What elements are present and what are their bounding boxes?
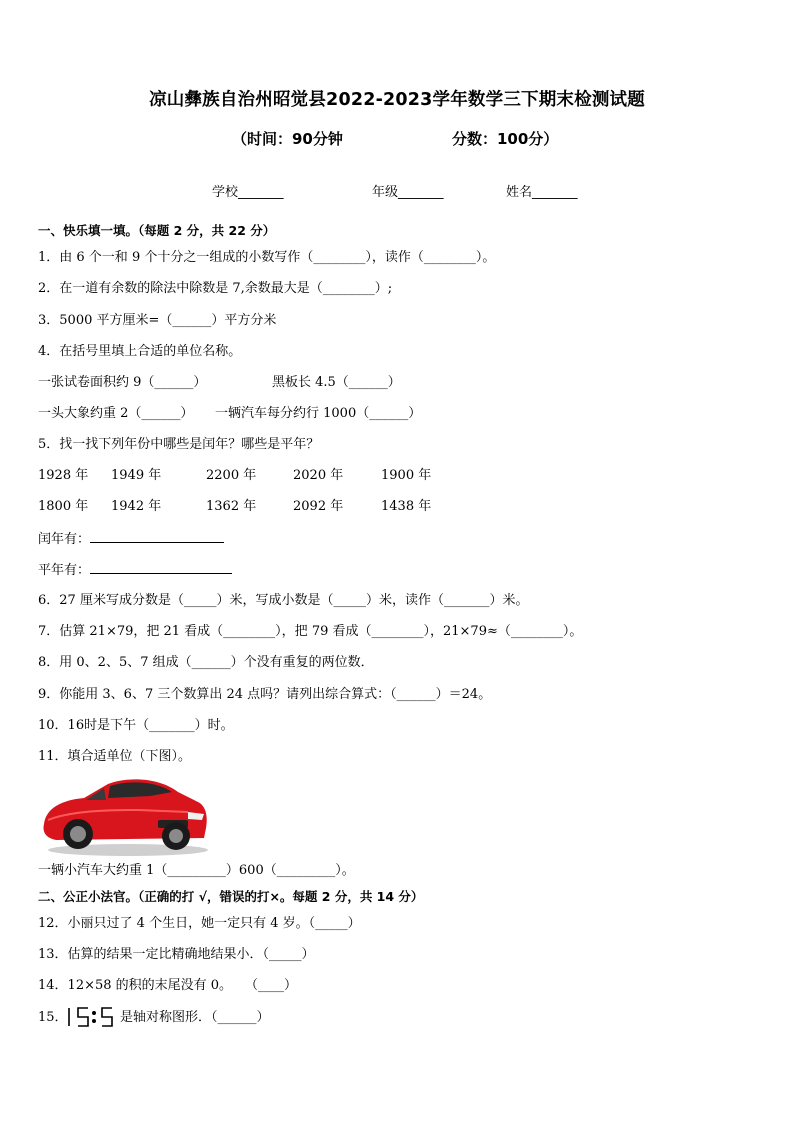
question-4: 4．在括号里填上合适的单位名称。 bbox=[38, 344, 242, 359]
question-1: 1．由 6 个一和 9 个十分之一组成的小数写作（________），读作（________）。 bbox=[38, 250, 496, 265]
school-field: 学校_______ bbox=[212, 185, 284, 200]
year-item: 1949 年 bbox=[111, 468, 162, 483]
time-label: （时间：90分钟 bbox=[232, 130, 343, 148]
section-2-heading: 二、公正小法官。（正确的打 √，错误的打×。每题 2 分，共 14 分） bbox=[38, 889, 424, 904]
leap-year-label: 闰年有： bbox=[38, 532, 91, 547]
question-15-suffix: 是轴对称图形．（______） bbox=[120, 1010, 270, 1025]
common-year-blank[interactable] bbox=[90, 561, 232, 574]
year-item: 1438 年 bbox=[381, 499, 432, 514]
leap-year-answer bbox=[38, 530, 224, 549]
question-7: 7．估算 21×79，把 21 看成（________），把 79 看成（________），21×79≈（________）。 bbox=[38, 624, 583, 639]
question-5: 5．找一找下列年份中哪些是闰年？哪些是平年？ bbox=[38, 437, 320, 452]
year-item: 1800 年 bbox=[38, 499, 89, 514]
year-item: 1942 年 bbox=[111, 499, 162, 514]
grade-field: 年级_______ bbox=[372, 185, 444, 200]
page-title: 凉山彝族自治州昭觉县2022-2023学年数学三下期末检测试题 bbox=[149, 90, 645, 110]
name-field: 姓名_______ bbox=[506, 185, 578, 200]
score-label: 分数：100分） bbox=[452, 130, 559, 148]
question-8: 8．用 0、2、5、7 组成（______）个没有重复的两位数． bbox=[38, 655, 374, 670]
question-14: 14．12×58 的积的末尾没有 0。 （____） bbox=[38, 978, 298, 993]
question-4d: 一辆汽车每分约行 1000（______） bbox=[215, 406, 422, 421]
question-10: 10．16时是下午（_______）时。 bbox=[38, 718, 234, 733]
red-car-image bbox=[38, 772, 210, 858]
year-item: 2200 年 bbox=[206, 468, 257, 483]
segment-digits-image bbox=[66, 1006, 122, 1028]
question-4b: 黑板长 4.5（______） bbox=[272, 375, 401, 390]
common-year-label: 平年有： bbox=[38, 563, 91, 578]
question-6: 6．27 厘米写成分数是（_____）米，写成小数是（_____）米，读作（_______）米。 bbox=[38, 593, 529, 608]
question-11-answer: 一辆小汽车大约重 1（_________）600（_________）。 bbox=[38, 863, 355, 878]
leap-year-blank[interactable] bbox=[90, 530, 224, 543]
section-1-heading: 一、快乐填一填。（每题 2 分，共 22 分） bbox=[38, 223, 276, 238]
question-2: 2．在一道有余数的除法中除数是 7,余数最大是（________）; bbox=[38, 281, 393, 296]
question-9: 9．你能用 3、6、7 三个数算出 24 点吗？请列出综合算式：（______）＝24。 bbox=[38, 687, 492, 702]
year-item: 2092 年 bbox=[293, 499, 344, 514]
year-item: 1900 年 bbox=[381, 468, 432, 483]
question-12: 12．小丽只过了 4 个生日，她一定只有 4 岁。（_____） bbox=[38, 916, 361, 931]
question-15-prefix: 15． bbox=[38, 1010, 68, 1025]
question-3: 3．5000 平方厘米=（______）平方分米 bbox=[38, 313, 277, 328]
common-year-answer bbox=[38, 561, 232, 580]
question-4a: 一张试卷面积约 9（______） bbox=[38, 375, 207, 390]
question-4c: 一头大象约重 2（______） bbox=[38, 406, 194, 421]
question-11: 11．填合适单位（下图）。 bbox=[38, 749, 192, 764]
year-item: 2020 年 bbox=[293, 468, 344, 483]
year-item: 1362 年 bbox=[206, 499, 257, 514]
question-13: 13．估算的结果一定比精确地结果小．（_____） bbox=[38, 947, 315, 962]
year-item: 1928 年 bbox=[38, 468, 89, 483]
